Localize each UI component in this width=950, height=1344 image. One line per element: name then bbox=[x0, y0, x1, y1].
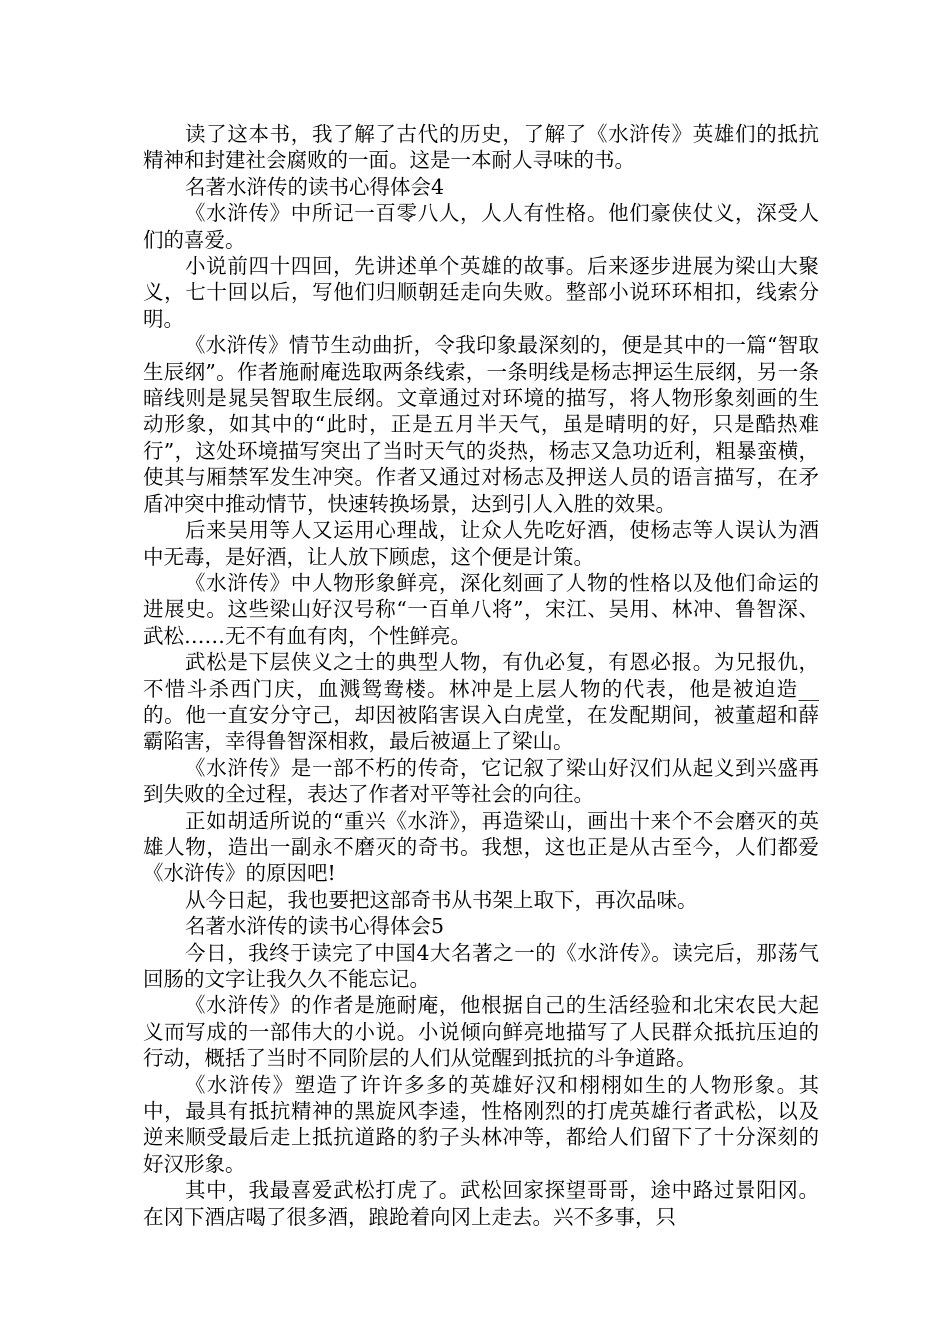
paragraph: 《水浒传》中所记一百零八人，人人有性格。他们豪侠仗义，深受人们的喜爱。 bbox=[143, 201, 819, 252]
section-heading: 名著水浒传的读书心得体会5 bbox=[185, 914, 445, 939]
paragraph: 《水浒传》的作者是施耐庵，他根据自己的生活经验和北宋农民大起义而写成的一部伟大的小说。小说倾向鲜亮地描写了人民群众抵抗压迫的行动，概括了当时不同阶层的人们从觉醒到抵抗的斗争道路。 bbox=[143, 993, 819, 1071]
paragraph: 小说前四十四回，先讲述单个英雄的故事。后来逐步进展为梁山大聚义，七十回以后，写他们归顺朝廷走向失败。整部小说环环相扣，线索分明。 bbox=[143, 254, 819, 331]
paragraph: 今日，我终于读完了中国4大名著之一的《水浒传》。读完后，那荡气回肠的文字让我久久不能忘记。 bbox=[143, 940, 819, 991]
paragraph: 从今日起，我也要把这部奇书从书架上取下，再次品味。 bbox=[185, 887, 698, 912]
paragraph: 《水浒传》是一部不朽的传奇，它记叙了梁山好汉们从起义到兴盛再到失败的全过程，表达了作者对平等社会的向往。 bbox=[143, 755, 819, 807]
paragraph: 《水浒传》塑造了许许多多的英雄好汉和栩栩如生的人物形象。其中，最具有抵抗精神的黑旋风李逵，性格刚烈的打虎英雄行者武松，以及逆来顺受最后走上抵抗道路的豹子头林冲等，都给人们留下了十分深刻的好汉形象。 bbox=[143, 1072, 819, 1176]
paragraph: 读了这本书，我了解了古代的历史，了解了《水浒传》英雄们的抵抗精神和封建社会腐败的一面。这是一本耐人寻味的书。 bbox=[143, 122, 819, 173]
paragraph: 其中，我最喜爱武松打虎了。武松回家探望哥哥，途中路过景阳冈。在冈下酒店喝了很多酒，踉跄着向冈上走去。兴不多事，只 bbox=[143, 1178, 819, 1229]
paragraph: 后来吴用等人又运用心理战，让众人先吃好酒，使杨志等人误认为酒中无毒，是好酒，让人放下顾虑，这个便是计策。 bbox=[143, 518, 819, 569]
paragraph: 武松是下层侠义之士的典型人物，有仇必复，有恩必报。为兄报仇，不惜斗杀西门庆，血溅鸳鸯楼。林冲是上层人物的代表，他是被迫造__的。他一直安分守己，却因被陷害误入白虎堂，在发配期间，被董超和薛霸陷害，幸得鲁智深相救，最后被逼上了梁山。 bbox=[143, 650, 819, 754]
document-page bbox=[143, 121, 819, 1230]
paragraph: 《水浒传》情节生动曲折，令我印象最深刻的，便是其中的一篇“智取生辰纲”。作者施耐庵选取两条线索，一条明线是杨志押运生辰纲，另一条暗线则是晁吴智取生辰纲。文章通过对环境的描写，将人物形象刻画的生动形象，如其中的“此时，正是五月半天气，虽是晴明的好，只是酷热难行”，这处环境描写突出了当时天气的炎热，杨志又急功近利，粗暴蛮横，使其与厢禁军发生冲突。作者又通过对杨志及押送人员的语言描写，在矛盾冲突中推动情节，快速转换场景，达到引人入胜的效果。 bbox=[143, 333, 819, 516]
section-heading: 名著水浒传的读书心得体会4 bbox=[185, 174, 445, 199]
paragraph: 《水浒传》中人物形象鲜亮，深化刻画了人物的性格以及他们命运的进展史。这些梁山好汉号称“一百单八将”，宋江、吴用、林冲、鲁智深、武松……无不有血有肉，个性鲜亮。 bbox=[143, 570, 819, 648]
paragraph: 正如胡适所说的“重兴《水浒》，再造梁山，画出十来个不会磨灭的英雄人物，造出一副永不磨灭的奇书。我想，这也正是从古至今，人们都爱《水浒传》的原因吧! bbox=[143, 808, 819, 886]
